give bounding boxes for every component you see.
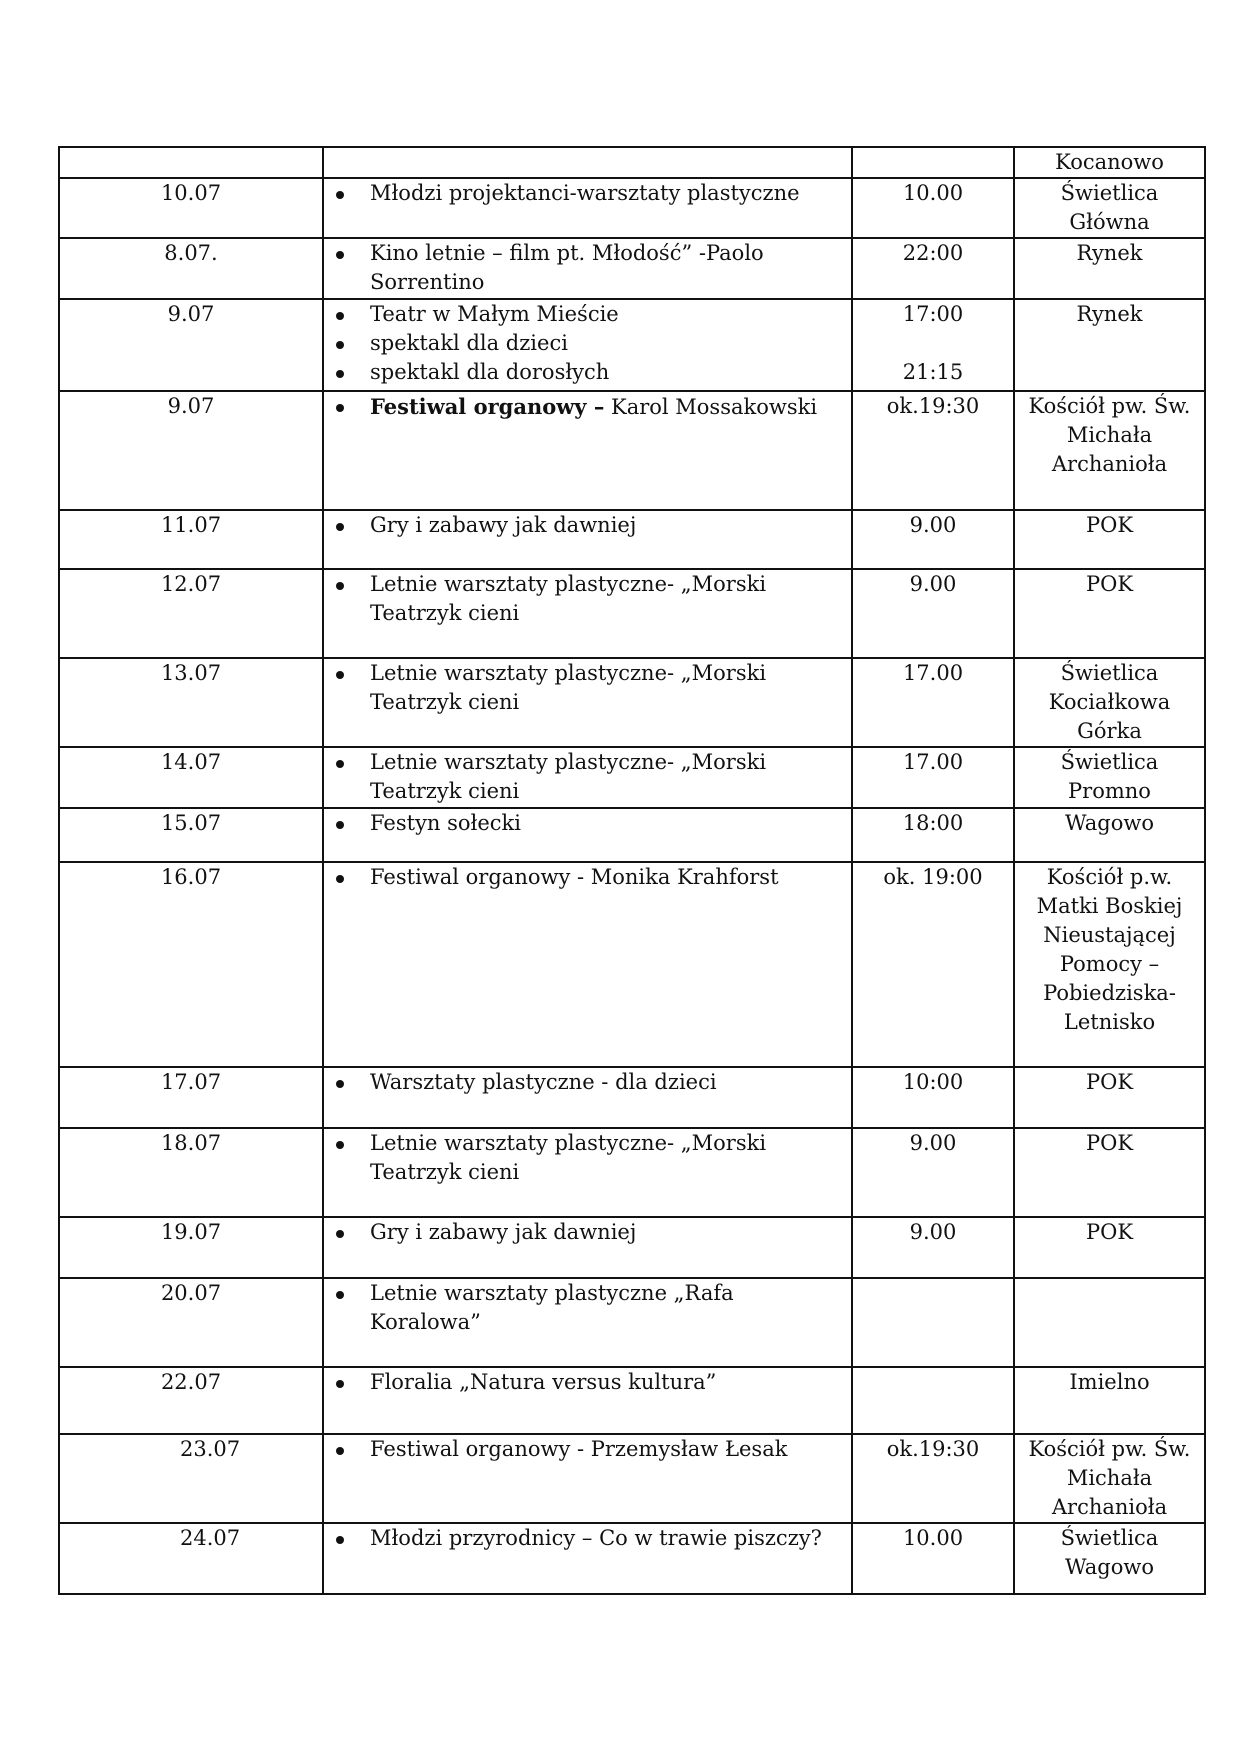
event-item (328, 1129, 847, 1187)
date-cell: 14.07 (59, 747, 323, 808)
event-item (328, 1279, 847, 1337)
event-item (328, 179, 847, 208)
table-row (59, 658, 1205, 747)
event-item (328, 1435, 847, 1464)
place-line: Archanioła (1051, 1495, 1168, 1519)
event-cell (323, 808, 852, 862)
date-cell: 22.07 (59, 1367, 323, 1434)
place-cell (1014, 1217, 1205, 1278)
event-list (328, 748, 847, 806)
event-text: spektakl dla dzieci (370, 331, 568, 355)
table-row (59, 862, 1205, 1067)
time-cell (852, 1067, 1014, 1128)
date-cell: 12.07 (59, 569, 323, 658)
place-line: Michała (1066, 423, 1153, 447)
event-cell (323, 1128, 852, 1217)
event-list (328, 863, 847, 892)
event-cell (323, 1217, 852, 1278)
time-cell (852, 1278, 1014, 1367)
date-cell: 10.07 (59, 178, 323, 238)
event-item (328, 1524, 847, 1553)
event-cell (323, 147, 852, 178)
event-text: Letnie warsztaty plastyczne- „Morski Teatrzyk cieni (370, 572, 767, 625)
event-item (328, 748, 847, 806)
table-row (59, 299, 1205, 391)
events-schedule-table (58, 146, 1206, 1595)
time-cell (852, 1367, 1014, 1434)
event-item (328, 863, 847, 892)
time-cell (852, 1523, 1014, 1594)
time-value: 10:00 (902, 1070, 964, 1094)
schedule-body (59, 147, 1205, 1594)
place-line: Wagowo (1065, 811, 1154, 835)
place-cell (1014, 1367, 1205, 1434)
time-cell (852, 569, 1014, 658)
place-cell (1014, 147, 1205, 178)
place-line: Rynek (1076, 302, 1143, 326)
table-row (59, 1523, 1205, 1594)
time-cell (852, 747, 1014, 808)
place-cell (1014, 1434, 1205, 1523)
event-cell (323, 658, 852, 747)
time-value: 10.00 (902, 181, 964, 205)
event-text: Kino letnie – film pt. Młodość” -Paolo Sorrentino (370, 241, 764, 294)
event-text: Teatr w Małym Mieście (370, 302, 619, 326)
event-text: Gry i zabawy jak dawniej (370, 513, 637, 537)
event-cell (323, 178, 852, 238)
table-row (59, 1128, 1205, 1217)
event-item (328, 358, 847, 387)
event-list (328, 659, 847, 717)
table-row (59, 808, 1205, 862)
event-list (328, 511, 847, 540)
place-line: POK (1085, 572, 1134, 596)
date-cell: 15.07 (59, 808, 323, 862)
event-item (328, 1068, 847, 1097)
place-line: Imielno (1069, 1370, 1150, 1394)
event-cell (323, 1278, 852, 1367)
place-line: Pomocy – (1059, 952, 1160, 976)
time-cell (852, 1217, 1014, 1278)
event-item (328, 392, 847, 422)
place-line: Świetlica (1060, 661, 1159, 685)
time-value: 9.00 (909, 1220, 957, 1244)
event-item (328, 570, 847, 628)
event-cell (323, 238, 852, 299)
place-line: Letnisko (1063, 1010, 1156, 1034)
time-value: 21:15 (902, 360, 964, 384)
place-cell (1014, 1128, 1205, 1217)
event-text: Młodzi projektanci-warsztaty plastyczne (370, 181, 800, 205)
event-cell (323, 862, 852, 1067)
date-cell: 17.07 (59, 1067, 323, 1128)
time-value: ok. 19:00 (883, 865, 983, 889)
event-cell (323, 1434, 852, 1523)
event-list (328, 179, 847, 208)
event-text: Warsztaty plastyczne - dla dzieci (370, 1070, 717, 1094)
table-row (59, 1217, 1205, 1278)
place-line: Kościół p.w. (1046, 865, 1173, 889)
event-text: Festyn sołecki (370, 811, 521, 835)
table-row (59, 391, 1205, 510)
place-cell (1014, 178, 1205, 238)
time-cell (852, 178, 1014, 238)
event-list (328, 1368, 847, 1397)
place-line: Świetlica (1060, 1526, 1159, 1550)
place-cell (1014, 391, 1205, 510)
table-row (59, 1434, 1205, 1523)
place-line: POK (1085, 1131, 1134, 1155)
time-value: ok.19:30 (886, 1437, 980, 1461)
date-cell: 11.07 (59, 510, 323, 569)
event-text: spektakl dla dorosłych (370, 360, 610, 384)
place-line: POK (1085, 513, 1134, 537)
table-row (59, 747, 1205, 808)
time-value: 9.00 (909, 513, 957, 537)
table-row (59, 1067, 1205, 1128)
date-cell: 18.07 (59, 1128, 323, 1217)
place-line: Kocanowo (1055, 150, 1164, 174)
date-cell: 9.07 (59, 391, 323, 510)
event-text: Letnie warsztaty plastyczne- „Morski Teatrzyk cieni (370, 661, 767, 714)
table-row (59, 510, 1205, 569)
event-cell (323, 391, 852, 510)
place-line: Pobiedziska- (1043, 981, 1176, 1005)
event-cell (323, 1523, 852, 1594)
place-cell (1014, 658, 1205, 747)
event-item (328, 659, 847, 717)
time-value: 17:00 (902, 302, 964, 326)
event-list (328, 1129, 847, 1187)
event-item (328, 1218, 847, 1247)
date-cell: 9.07 (59, 299, 323, 391)
time-cell (852, 808, 1014, 862)
place-line: Główna (1069, 210, 1150, 234)
place-line: Kociałkowa (1048, 690, 1171, 714)
date-cell: 8.07. (59, 238, 323, 299)
event-text: Gry i zabawy jak dawniej (370, 1220, 637, 1244)
time-cell (852, 299, 1014, 391)
place-cell (1014, 1067, 1205, 1128)
event-cell (323, 1367, 852, 1434)
place-line: Rynek (1076, 241, 1143, 265)
place-cell (1014, 1278, 1205, 1367)
event-list (328, 1435, 847, 1464)
event-list (328, 1279, 847, 1337)
place-cell (1014, 1523, 1205, 1594)
time-value (857, 329, 1009, 358)
place-cell (1014, 808, 1205, 862)
event-item (328, 809, 847, 838)
event-list (328, 300, 847, 387)
time-cell (852, 147, 1014, 178)
time-value: 17.00 (902, 750, 964, 774)
place-line: Archanioła (1051, 452, 1168, 476)
time-value: 18:00 (902, 811, 964, 835)
time-value: ok.19:30 (886, 394, 980, 418)
place-line: Świetlica (1060, 750, 1159, 774)
event-text: Letnie warsztaty plastyczne- „Morski Teatrzyk cieni (370, 750, 767, 803)
event-title-bold: Festiwal organowy – (370, 394, 605, 419)
time-cell (852, 391, 1014, 510)
date-cell: 24.07 (59, 1523, 323, 1594)
event-item (328, 1368, 847, 1397)
place-cell (1014, 510, 1205, 569)
place-line: Promno (1068, 779, 1151, 803)
place-cell (1014, 569, 1205, 658)
time-cell (852, 658, 1014, 747)
event-text: Floralia „Natura versus kultura” (370, 1370, 717, 1394)
table-row (59, 1278, 1205, 1367)
place-line: Kościół pw. Św. (1028, 394, 1191, 418)
event-text: Karol Mossakowski (604, 395, 818, 419)
place-line: Nieustającej (1043, 923, 1176, 947)
event-item (328, 329, 847, 358)
event-text: Festiwal organowy - Monika Krahforst (370, 865, 779, 889)
table-row (59, 147, 1205, 178)
date-cell: 13.07 (59, 658, 323, 747)
event-list (328, 1218, 847, 1247)
table-row (59, 238, 1205, 299)
event-cell (323, 747, 852, 808)
event-text: Młodzi przyrodnicy – Co w trawie piszczy? (370, 1526, 822, 1550)
table-row (59, 1367, 1205, 1434)
date-cell (59, 147, 323, 178)
time-value: 9.00 (909, 572, 957, 596)
place-line: Matki Boskiej (1036, 894, 1183, 918)
event-list (328, 392, 847, 422)
time-value: 22:00 (902, 241, 964, 265)
event-item (328, 511, 847, 540)
event-list (328, 1524, 847, 1553)
place-cell (1014, 862, 1205, 1067)
event-item (328, 300, 847, 329)
event-cell (323, 510, 852, 569)
event-item (328, 239, 847, 297)
time-cell (852, 862, 1014, 1067)
place-line: Michała (1066, 1466, 1153, 1490)
event-cell (323, 1067, 852, 1128)
event-list (328, 239, 847, 297)
event-list (328, 570, 847, 628)
date-cell: 23.07 (59, 1434, 323, 1523)
event-text: Festiwal organowy - Przemysław Łesak (370, 1437, 788, 1461)
event-cell (323, 299, 852, 391)
time-value: 10.00 (902, 1526, 964, 1550)
event-list (328, 1068, 847, 1097)
event-text: Letnie warsztaty plastyczne „Rafa Koralowa” (370, 1281, 734, 1334)
place-line: POK (1085, 1220, 1134, 1244)
place-line: Wagowo (1065, 1555, 1154, 1579)
place-line: Świetlica (1060, 181, 1159, 205)
place-cell (1014, 747, 1205, 808)
time-cell (852, 1434, 1014, 1523)
date-cell: 19.07 (59, 1217, 323, 1278)
time-cell (852, 510, 1014, 569)
table-row (59, 569, 1205, 658)
place-line: Kościół pw. Św. (1028, 1437, 1191, 1461)
date-cell: 16.07 (59, 862, 323, 1067)
place-line: Górka (1077, 719, 1142, 743)
place-cell (1014, 299, 1205, 391)
event-cell (323, 569, 852, 658)
time-value: 17.00 (902, 661, 964, 685)
event-list (328, 809, 847, 838)
time-value: 9.00 (909, 1131, 957, 1155)
time-cell (852, 238, 1014, 299)
table-row (59, 178, 1205, 238)
date-cell: 20.07 (59, 1278, 323, 1367)
place-cell (1014, 238, 1205, 299)
time-cell (852, 1128, 1014, 1217)
place-line: POK (1085, 1070, 1134, 1094)
event-text: Letnie warsztaty plastyczne- „Morski Teatrzyk cieni (370, 1131, 767, 1184)
